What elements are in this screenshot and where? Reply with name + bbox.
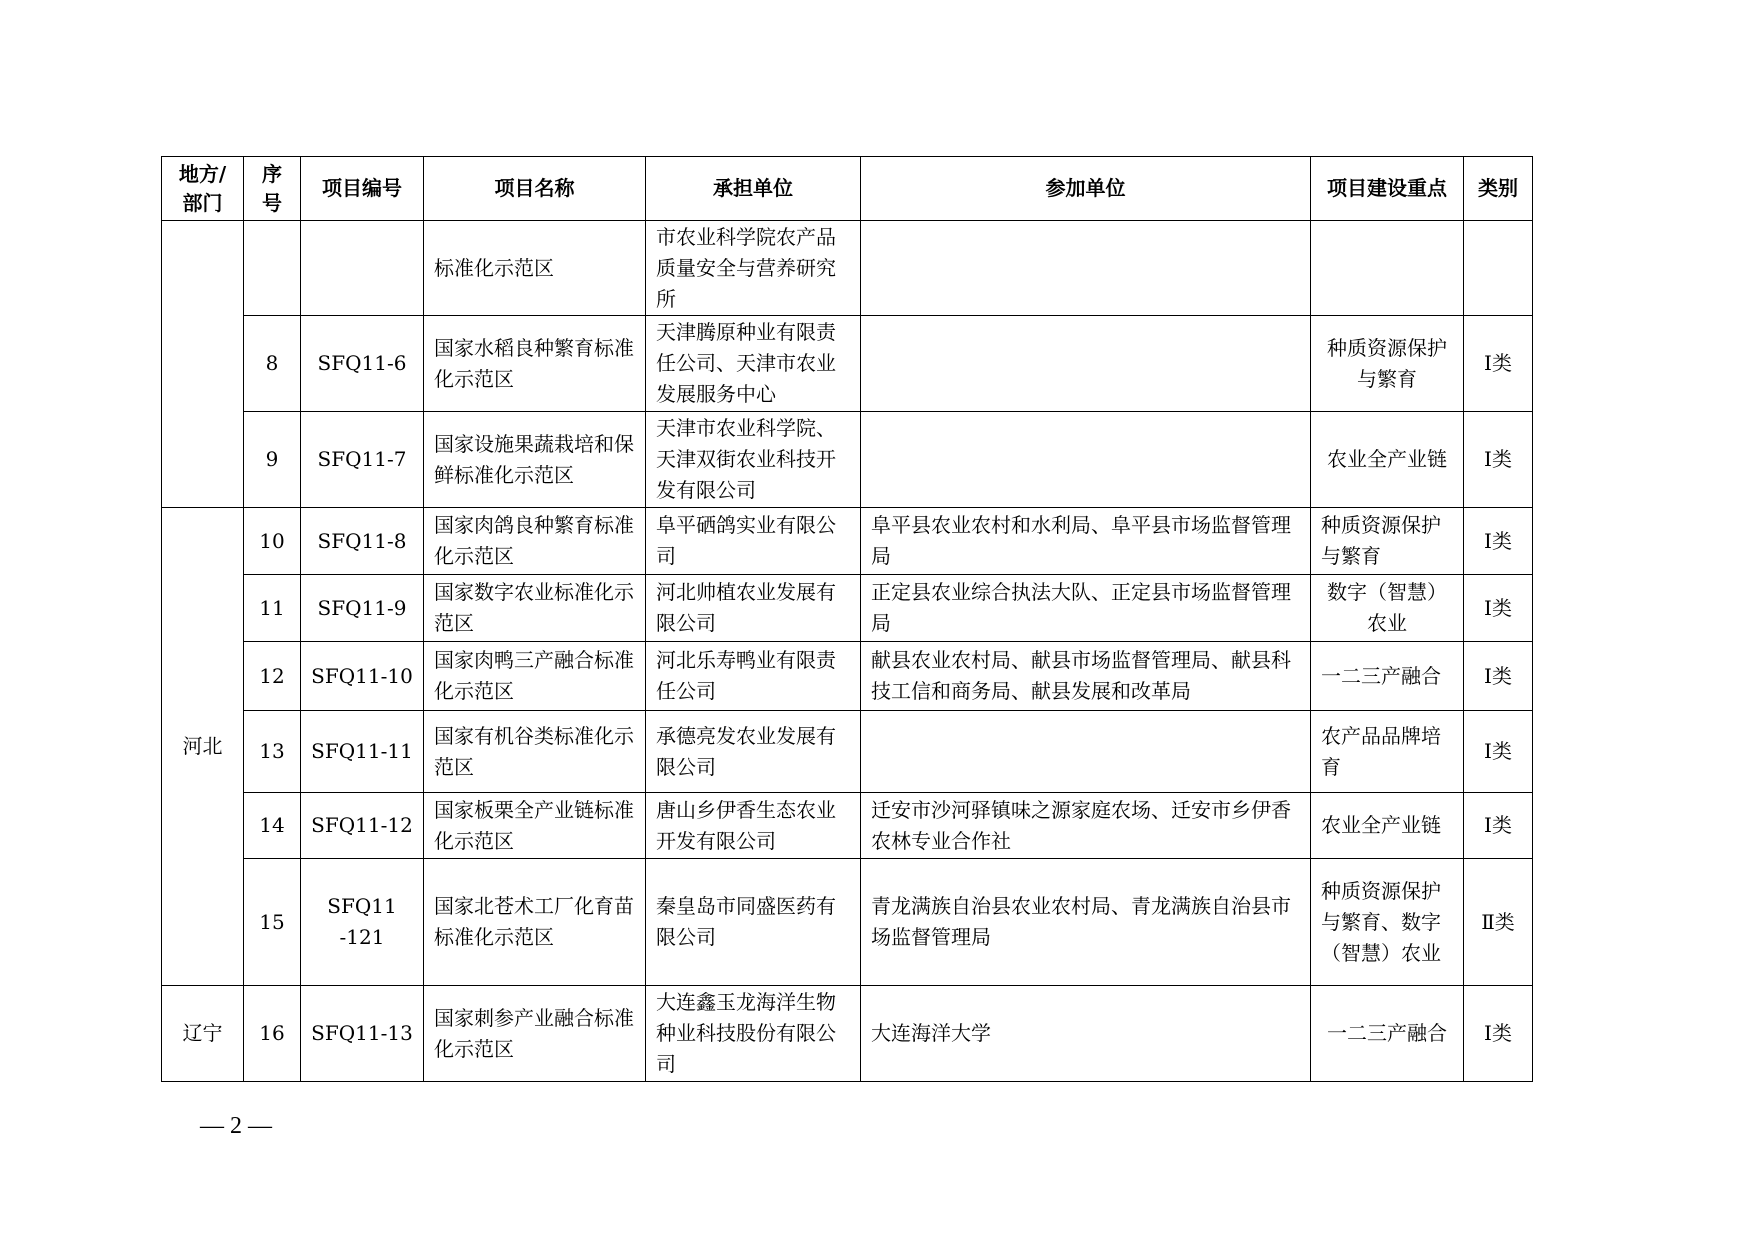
code-cell: SFQ11-8 xyxy=(301,508,424,575)
focus-cell: 一二三产融合 xyxy=(1311,986,1464,1082)
seq-cell: 11 xyxy=(244,575,301,642)
seq-cell: 8 xyxy=(244,316,301,412)
code-cell-text: SFQ11-121 xyxy=(327,894,397,949)
focus-cell: 种质资源保护与繁育、数字（智慧）农业 xyxy=(1311,859,1464,986)
lead-cell: 市农业科学院农产品质量安全与营养研究所 xyxy=(646,221,861,316)
table-row xyxy=(162,986,1533,1082)
partners-cell: 阜平县农业农村和水利局、阜平县市场监督管理局 xyxy=(861,508,1311,575)
lead-cell: 河北帅植农业发展有限公司 xyxy=(646,575,861,642)
lead-cell: 秦皇岛市同盛医药有限公司 xyxy=(646,859,861,986)
partners-cell xyxy=(861,711,1311,793)
lead-cell: 大连鑫玉龙海洋生物种业科技股份有限公司 xyxy=(646,986,861,1082)
partners-cell: 迁安市沙河驿镇味之源家庭农场、迁安市乡伊香农林专业合作社 xyxy=(861,793,1311,859)
partners-cell xyxy=(861,412,1311,508)
code-cell xyxy=(301,859,424,986)
name-cell: 国家有机谷类标准化示范区 xyxy=(424,711,646,793)
name-cell: 国家北苍术工厂化育苗标准化示范区 xyxy=(424,859,646,986)
name-cell: 国家刺参产业融合标准化示范区 xyxy=(424,986,646,1082)
header-seq: 序号 xyxy=(244,157,301,221)
focus-cell: 数字（智慧）农业 xyxy=(1311,575,1464,642)
code-cell: SFQ11-6 xyxy=(301,316,424,412)
table-row xyxy=(162,711,1533,793)
name-cell: 国家设施果蔬栽培和保鲜标准化示范区 xyxy=(424,412,646,508)
category-cell: Ⅰ类 xyxy=(1464,793,1533,859)
table-row xyxy=(162,575,1533,642)
table-header-row xyxy=(162,157,1533,221)
category-cell: Ⅰ类 xyxy=(1464,711,1533,793)
focus-cell: 农产品品牌培育 xyxy=(1311,711,1464,793)
table-row xyxy=(162,412,1533,508)
code-cell: SFQ11-9 xyxy=(301,575,424,642)
seq-cell: 13 xyxy=(244,711,301,793)
lead-cell: 唐山乡伊香生态农业开发有限公司 xyxy=(646,793,861,859)
focus-cell: 农业全产业链 xyxy=(1311,793,1464,859)
name-cell: 国家肉鸽良种繁育标准化示范区 xyxy=(424,508,646,575)
category-cell: Ⅰ类 xyxy=(1464,986,1533,1082)
category-cell: Ⅰ类 xyxy=(1464,508,1533,575)
partners-cell: 正定县农业综合执法大队、正定县市场监督管理局 xyxy=(861,575,1311,642)
partners-cell xyxy=(861,316,1311,412)
table-row xyxy=(162,793,1533,859)
header-region: 地方/部门 xyxy=(162,157,244,221)
focus-cell: 种质资源保护与繁育 xyxy=(1311,316,1464,412)
region-cell-hebei: 河北 xyxy=(162,508,244,986)
lead-cell: 天津腾原种业有限责任公司、天津市农业发展服务中心 xyxy=(646,316,861,412)
code-cell: SFQ11-7 xyxy=(301,412,424,508)
table-row xyxy=(162,508,1533,575)
lead-cell: 天津市农业科学院、天津双街农业科技开发有限公司 xyxy=(646,412,861,508)
focus-cell xyxy=(1311,221,1464,316)
code-cell: SFQ11-12 xyxy=(301,793,424,859)
name-cell: 国家水稻良种繁育标准化示范区 xyxy=(424,316,646,412)
header-name: 项目名称 xyxy=(424,157,646,221)
project-table xyxy=(161,156,1533,1082)
lead-cell: 承德亮发农业发展有限公司 xyxy=(646,711,861,793)
region-cell-liaoning: 辽宁 xyxy=(162,986,244,1082)
category-cell xyxy=(1464,221,1533,316)
page-number: — 2 — xyxy=(200,1113,272,1139)
header-category: 类别 xyxy=(1464,157,1533,221)
header-lead: 承担单位 xyxy=(646,157,861,221)
lead-cell: 河北乐寿鸭业有限责任公司 xyxy=(646,642,861,711)
seq-cell: 15 xyxy=(244,859,301,986)
table-row xyxy=(162,642,1533,711)
code-cell: SFQ11-13 xyxy=(301,986,424,1082)
seq-cell: 12 xyxy=(244,642,301,711)
name-cell: 国家肉鸭三产融合标准化示范区 xyxy=(424,642,646,711)
category-cell: Ⅰ类 xyxy=(1464,316,1533,412)
category-cell: Ⅱ类 xyxy=(1464,859,1533,986)
seq-cell: 14 xyxy=(244,793,301,859)
code-cell: SFQ11-10 xyxy=(301,642,424,711)
focus-cell: 农业全产业链 xyxy=(1311,412,1464,508)
seq-cell: 10 xyxy=(244,508,301,575)
table-row xyxy=(162,221,1533,316)
name-cell: 标准化示范区 xyxy=(424,221,646,316)
partners-cell: 大连海洋大学 xyxy=(861,986,1311,1082)
partners-cell: 青龙满族自治县农业农村局、青龙满族自治县市场监督管理局 xyxy=(861,859,1311,986)
header-partners: 参加单位 xyxy=(861,157,1311,221)
category-cell: Ⅰ类 xyxy=(1464,412,1533,508)
name-cell: 国家板栗全产业链标准化示范区 xyxy=(424,793,646,859)
seq-cell xyxy=(244,221,301,316)
name-cell: 国家数字农业标准化示范区 xyxy=(424,575,646,642)
category-cell: Ⅰ类 xyxy=(1464,575,1533,642)
partners-cell: 献县农业农村局、献县市场监督管理局、献县科技工信和商务局、献县发展和改革局 xyxy=(861,642,1311,711)
code-cell xyxy=(301,221,424,316)
table-row xyxy=(162,316,1533,412)
seq-cell: 9 xyxy=(244,412,301,508)
code-cell: SFQ11-11 xyxy=(301,711,424,793)
focus-cell: 种质资源保护与繁育 xyxy=(1311,508,1464,575)
header-focus: 项目建设重点 xyxy=(1311,157,1464,221)
header-code: 项目编号 xyxy=(301,157,424,221)
table-row xyxy=(162,859,1533,986)
focus-cell: 一二三产融合 xyxy=(1311,642,1464,711)
lead-cell: 阜平硒鸽实业有限公司 xyxy=(646,508,861,575)
category-cell: Ⅰ类 xyxy=(1464,642,1533,711)
partners-cell xyxy=(861,221,1311,316)
seq-cell: 16 xyxy=(244,986,301,1082)
region-cell-continued xyxy=(162,221,244,508)
